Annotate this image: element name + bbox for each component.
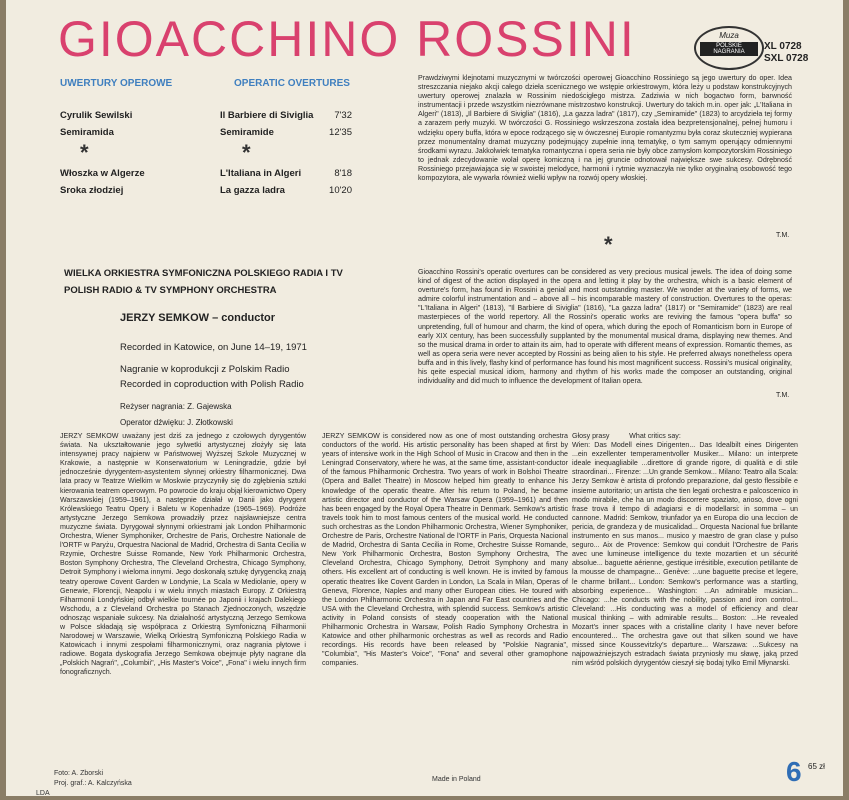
track-2-polish: Semiramida (60, 127, 114, 138)
record-label-logo (694, 26, 764, 70)
coproduction-english: Recorded in coproduction with Polish Radio (120, 379, 304, 390)
track-2-duration: 12'35 (329, 127, 352, 138)
track-1-original: Il Barbiere di Siviglia (220, 110, 314, 121)
lda-mark: LDA (36, 790, 50, 797)
album-title: GIOACCHINO ROSSINI (58, 11, 636, 67)
star-ornament: * (242, 140, 251, 165)
track-3-original: L'Italiana in Algeri (220, 168, 302, 179)
recording-director: Reżyser nagrania: Z. Gajewska (120, 402, 232, 411)
orchestra-polish: WIELKA ORKIESTRA SYMFONICZNA POLSKIEGO RADIA I TV (64, 268, 343, 279)
design-credit: Proj. graf.: A. Kalczyńska (54, 780, 132, 787)
press-headings (572, 432, 798, 441)
price: 65 zł (808, 762, 825, 771)
press-quotes (572, 432, 798, 764)
track-3-duration: 8'18 (334, 168, 352, 179)
orchestra-block (64, 265, 343, 299)
catalog-mono: XL 0728 (764, 41, 802, 52)
track-1-duration: 7'32 (334, 110, 352, 121)
album-back-cover (6, 0, 843, 796)
sound-engineer: Operator dźwięku: J. Złotkowski (120, 418, 233, 427)
notes-english-signature: T.M. (776, 392, 790, 399)
recording-date: Recorded in Katowice, on June 14–19, 1971 (120, 342, 307, 353)
notes-english: Gioacchino Rossini's operatic overtures can be considered as very precious musical jewels. The idea of doing some kind of digest of the action displayed in the opera and letting it play by the orchestra, which is a basic element of overture's form, has found in Rossini a genial and most outstanding master. We wonder at the variety of forms, we admire colorful instrumentation and – above all – his incomparable mastery of construction. Overtures to the operas: "L'Italiana in Algeri" (1813), "Il Barbiere di Siviglia" (1816), "La gazza ladra" (1817) or "Semiramide" (1823) are real masterpieces of the world repertory. All the Rossini's operatic works are reviving the famous "opera buffa" so unpretending, full of humour and charm, the kind of opera, which during the epoch of Romanticism born in Europe of early XIX century, has been successfully supplanted by the monumental musical drama, displaying new themes. And so the musical drama in order to attain its aim, had to operate with different means of expression. Romantic themes, as well as opera seria were never accepted by Rossini as being alien to his style. He preferred always nonetheless opera buffa and in this lively, flashy kind of performance has found his most magnificent success. Rossini's musical originality, his qeite especial musical idiom, harmony and rhythm of his works made the composer an outstanding, original individuality and did much to influence the development of Italian opera. (418, 268, 792, 386)
conductor: JERZY SEMKOW – conductor (120, 312, 276, 324)
track-2-original: Semiramide (220, 127, 274, 138)
label-name: POLSKIE NAGRANIA (700, 42, 758, 56)
star-ornament: * (604, 232, 613, 257)
header-english: OPERATIC OVERTURES (234, 78, 350, 89)
press-heading-english: What critics say: (629, 432, 681, 440)
notes-polish-signature: T.M. (776, 232, 790, 239)
track-4-polish: Sroka złodziej (60, 185, 124, 196)
star-ornament: * (80, 140, 89, 165)
catalog-numbers (764, 41, 808, 65)
bio-english: JERZY SEMKOW is considered now as one of most outstanding orchestra conductors of the world. His artistic personality has been shaped at first by years of intensive work in the High School of Music in Cracow and then in the Leningrad Conservatory, where he was, at the same time, assistant-conductor of the famous Philharmonic Orchestra. Two years of work in Bolshoi Theatre (Opera and Ballet Theatre) in Moscow helped him greatly to enhance his knowledge of the operatic theatre. After his return to Poland, he became artistic director and conductor of the Warsaw Opera (1959–1961) and then has been engaged by the Royal Opera Theatre in Denmark. Semkow's artistic travels took him to most famous centers of the musical world. He conducted such orchestras as the London Philharmonic Orchestra, Wiener Symphoniker, Orchestre de Paris, Orchestre National de l'ORTF in Paris, Orquesta Nacional de Madrid, Orchestra di Santa Cecilia in Rome, Orchestre Suisse Romande, New York Philharmonic Orchestra, Boston Symphony Orchestra, The Cleveland Orchestra, Chicago Symphony, Detroit Symphony and many others. His excellent art of conducting is well known. He is invited by famous operatic theatres like Covent Garden in London, La Scala in Milan, Operas of Geneva, Florence, Naples and many other European cities. He toured with the London Philharmonic Orchestra in Japan and Far East countries and the USA with the Cleveland Orchestra, with splendid success. Semkow's artistic activity in Poland consists of steady cooperation with the National Philharmonic Orchestra in Warsaw, Polish Radio Symphony Orchestra in Katowice and other philharmonic orchestras as well as records and Radio recordings. His records have been released by "Polskie Nagrania", "Columbia", "His Master's Voice", "Fona" and several other gramophone companies. (322, 432, 568, 668)
notes-polish: Prawdziwymi klejnotami muzycznymi w twórczości operowej Gioacchino Rossiniego są jego uwertury do oper. Idea streszczania niejako akcji całego dzieła scenicznego we wstępie orkiestrowym, która leży u podstaw konstrukcyjnych uwertury operowej znalazła w Rossinim niedościgłego mistrza. Zadziwia w nich bogactwo form, barwność instrumentacji i przede wszystkim niezrównane mistrzostwo konstrukcji. Uwertury do takich m.in. oper jak: „L'Italiana in Algeri" (1813), „Il Barbiere di Siviglia" (1816), „La gazza ladra" (1817), czy „Semiramide" (1823) to arcydzieła tej formy a zarazem perły muzyki. W twórczości G. Rossiniego wskrzeszona została idea bezpretensjonalnej, pełnej humoru i wdzięku opery buffa, która w epoce rodzącego się w ówczesnej Europie romantyzmu była coraz skuteczniej wypierana przez monumentalny dramat muzyczny podejmujący zupełnie inną tematykę, o tym samym operujący odmiennymi środkami wyrazu. Jakkolwiek tematyka romantyczna i opera seria nie były obce zamysłom kompozytorskim Rossiniego to jednak zdecydowanie wolał operę komiczną i na jej gruncie odnotował największe swe sukcesy. Odrębność Rossiniego przejawiająca się w swoistej melodyce, harmonii i rytmie wyznaczyła nie tylko oryginalną osobowość tego kompozytora, ale wywarła również wielki wpływ na rozwój opery włoskiej. (418, 74, 792, 183)
track-4-original: La gazza ladra (220, 185, 285, 196)
label-logo-mark: 6 (786, 756, 802, 787)
press-text: Wien: Das Modell eines Dirigenten... Das Idealbilt eines Dirigenten ...ein exzellenter temperamentvoller Musiker... Milano: un interprete ideale inequagliabile ...direttore di grande rigore, di qualità e di stile straordinari... Firenze: ...Un grande Semkow... Milano: Teatro alla Scala: Jerzy Semkow è artista di profondo preparazione, dal gesto flessibile e insieme autoritario; un artista che tien legati orchestra e palcoscenico in modo mirabile, che ha un modo discorrere spaziato, arioso, dove ogni frase trova il tempo di adagiarsi e di modellarsi: in somma – un cannone. Madrid: Semkow, triunfador ya en Europa dio una leccion de pericia, de grandeza y de musicalidad... Orquesta Nacional fue brillante instrumento en sus manos... musico y maestro de gran clase y pulso seguro... Aix de Provence: Semkow qui conduit l'Orchestre de Paris avec une lumineuse intelligence du texte mozartien et un sécurité absolue... baguette aérienne, gestique irrésitible, execution petillante de la mousse de champagne... Genève: ...une baguette precise et legere, le charme brillant... London: Semkow's performance was a startling, absorbing experience... Washington: ...An admirable musician... Chicago: ...he conducts with the nobility, passion and iron control... Cleveland: ...His conducting was a model of efficiency and clear musical thinking – with admirable results... Boston: ...He revealed Mozart's inner spaces with a cristalline clarity I have never before encountered... The orchestra gave out that silken sound we have missed since Koussevitzky's departure... Warszawa: ...Sukcesy na najpoważniejszych estradach świata przyniosły mu sławę, jaką przed nim wśród polskich dyrygentów cieszył się bodaj tylko Emil Młynarski. (572, 441, 798, 668)
label-brand: Muza (719, 31, 739, 40)
catalog-stereo: SXL 0728 (764, 53, 809, 64)
track-4-duration: 10'20 (329, 185, 352, 196)
orchestra-english: POLISH RADIO & TV SYMPHONY ORCHESTRA (64, 285, 277, 296)
press-heading-polish: Głosy prasy (572, 432, 610, 440)
photo-credit: Foto: A. Zborski (54, 770, 104, 777)
made-in-poland: Made in Poland (432, 776, 481, 783)
coproduction-block (120, 362, 304, 392)
track-3-polish: Włoszka w Algerze (60, 168, 145, 179)
bio-polish: JERZY SEMKOW uważany jest dziś za jednego z czołowych dyrygentów świata. Na ukształtowanie jego sylwetki artystycznej złożyły się lata intensywnej pracy najpierw w Państwowej Wyższej Szkole Muzycznej w Krakowie, a następnie w Konserwatorium w Leningradzie, gdzie był jednocześnie dyrygentem-asystentem słynnej orkiestry filharmonicznej. Dwa lata pracy w Teatrze Wielkim w Moskwie przyczyniły się do zgłębienia sztuki kierowania teatrem operowym. Po powrocie do kraju objął kierownictwo Opery Warszawskiej (1959–1961), a następnie działał w Danii jako dyrygent Królewskiego Teatru Opery i Baletu w Kopenhadze (1965–1969). Podróże artystyczne Jerzego Semkowa prowadziły przez najsławniejsze centra muzyczne świata. Dyrygował słynnymi orkiestrami jak London Philharmonic Orchestra, Wiener Symphoniker, Orchestre de Paris, Orchestre Nationale de l'ORTF w Paryżu, Orquestra Nacional de Madrid, Orchestra di Santa Cecilia w Rzymie, Orchestre Suisse Romande, New York Philharmonic Orchestra, Boston Symphony Orchestra, The Cleveland Orchestra, Chicago Symphony, Detroit Symphony i wieloma innymi. Jego doskonałą sztukę dyrygencką znają teatry operowe Covent Garden w Londynie, La Scala w Mediolanie, opery w Genewie, Florencji, Neapolu i w wielu innych miastach Europy. Z Orkiestrą Filharmonii Londyńskiej odbył wielkie tournée po Japonii i krajach Dalekiego Wschodu, a z Cleveland Orchestra po Stanach Zjednoczonych, wszędzie odnosząc wspaniałe sukcesy. Na działalność artystyczną Jerzego Semkowa w Polsce składają się współpraca z Orkiestrą Symfoniczną Filharmonii Narodowej w Warszawie, Wielką Orkiestrą Symfoniczną Polskiego Radia w Katowicach i innymi zespołami filharmonicznymi, oraz nagrania płytowe i radiowe. Bogata dyskografia Jerzego Semkowa obejmuje płyty nagrane dla „Polskich Nagrań", „Columbii", „His Master's Voice", „Fona" i wielu innych firm fonograficznych. (60, 432, 306, 677)
coproduction-polish: Nagranie w koprodukcji z Polskim Radio (120, 364, 290, 375)
track-1-polish: Cyrulik Sewilski (60, 110, 133, 121)
header-polish: UWERTURY OPEROWE (60, 78, 173, 89)
